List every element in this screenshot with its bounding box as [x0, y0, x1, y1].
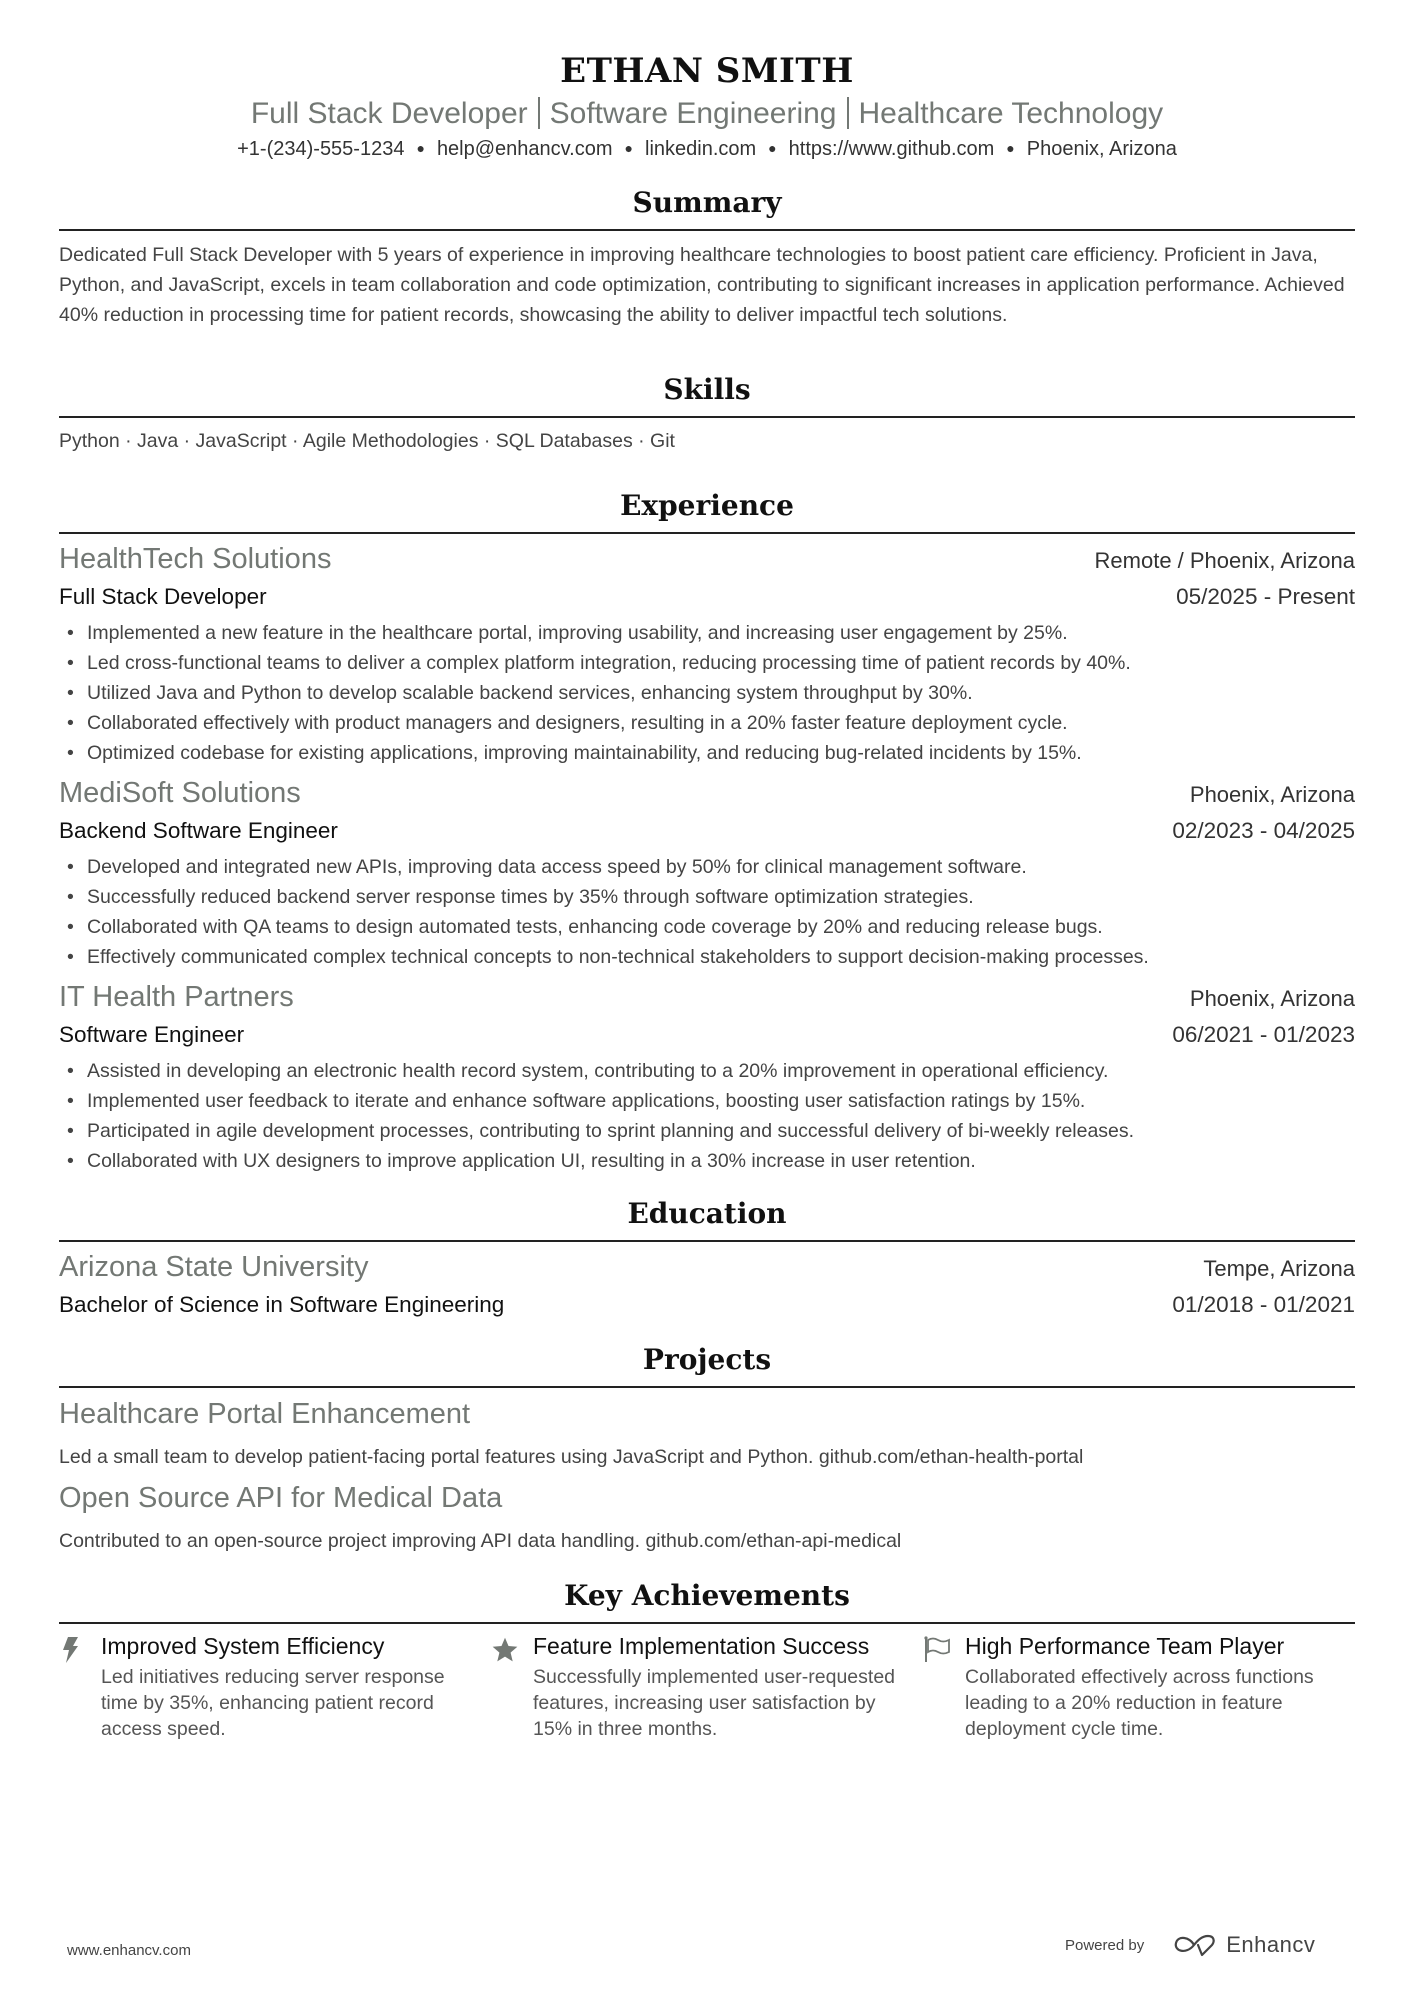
footer-branding — [1065, 1932, 1315, 1958]
project-description: Led a small team to develop patient-facing portal features using JavaScript and Python. github.com/ethan-health-portal — [59, 1446, 1084, 1468]
section-heading-skills: Skills — [59, 370, 1355, 418]
bullet-separator: ● — [1006, 140, 1015, 156]
project-entry — [59, 1394, 1355, 1472]
achievement-card — [59, 1632, 491, 1742]
section-heading-summary: Summary — [59, 183, 1355, 231]
school-name: Arizona State University — [59, 1251, 369, 1283]
section-heading-key-achievements: Key Achievements — [59, 1576, 1355, 1624]
achievement-title: Improved System Efficiency — [101, 1633, 385, 1659]
job-dates: 06/2021 - 01/2023 — [1172, 1022, 1355, 1047]
bullet-item: • Implemented user feedback to iterate and enhance software applications, boosting user satisfaction ratings by 15%. — [59, 1086, 1355, 1116]
star-icon — [491, 1632, 533, 1742]
job-title: Backend Software Engineer — [59, 818, 338, 843]
bullet-item: • Optimized codebase for existing applications, improving maintainability, and reducing bug-related incidents by 15%. — [59, 738, 1355, 768]
headline — [59, 94, 1355, 134]
bullet-item: • Collaborated effectively with product managers and designers, resulting in a 20% faster feature deployment cycle. — [59, 708, 1355, 738]
job-title: Full Stack Developer — [59, 584, 267, 609]
job-location: Remote / Phoenix, Arizona — [1094, 548, 1355, 573]
achievement-bullets — [59, 618, 1355, 768]
bullet-item: • Collaborated with QA teams to design automated tests, enhancing code coverage by 20% and reducing release bugs. — [59, 912, 1355, 942]
section-heading-education: Education — [59, 1194, 1355, 1242]
project-entry — [59, 1478, 1355, 1556]
linkedin-link[interactable]: linkedin.com — [645, 138, 757, 160]
lightning-bolt-icon — [59, 1632, 101, 1742]
section-heading-experience: Experience — [59, 486, 1355, 534]
headline-separator — [538, 97, 540, 129]
education-entry — [59, 1248, 1355, 1322]
enhancv-logo-icon — [1172, 1933, 1218, 1957]
degree: Bachelor of Science in Software Engineering — [59, 1292, 505, 1317]
bullet-separator: ● — [624, 140, 633, 156]
bullet-separator: ● — [416, 140, 425, 156]
achievement-description: Collaborated effectively across functions leading to a 20% reduction in feature deployment cycle time. — [965, 1666, 1314, 1740]
education-dates: 01/2018 - 01/2021 — [1172, 1292, 1355, 1317]
project-title: Open Source API for Medical Data — [59, 1482, 503, 1514]
bullet-item: • Effectively communicated complex technical concepts to non-technical stakeholders to support decision-making processes. — [59, 942, 1355, 972]
achievement-description: Successfully implemented user-requested features, increasing user satisfaction by 15% in three months. — [533, 1666, 896, 1740]
contact-info — [59, 134, 1355, 163]
project-description: Contributed to an open-source project improving API data handling. github.com/ethan-api-medical — [59, 1530, 902, 1552]
job-dates: 02/2023 - 04/2025 — [1172, 818, 1355, 843]
github-link[interactable]: https://www.github.com — [788, 138, 995, 160]
resume-header — [59, 0, 1355, 163]
achievement-description: Led initiatives reducing server response time by 35%, enhancing patient record access speed. — [101, 1666, 445, 1740]
powered-by-label: Powered by — [1065, 1936, 1145, 1954]
job-location: Phoenix, Arizona — [1189, 782, 1355, 807]
experience-entry — [59, 540, 1355, 768]
brand-name: Enhancv — [1226, 1932, 1316, 1957]
company-name: MediSoft Solutions — [59, 777, 301, 809]
experience-entry — [59, 774, 1355, 972]
achievement-title: High Performance Team Player — [965, 1633, 1285, 1659]
company-name: IT Health Partners — [59, 981, 294, 1013]
bullet-item: • Successfully reduced backend server response times by 35% through software optimization strategies. — [59, 882, 1355, 912]
company-name: HealthTech Solutions — [59, 543, 332, 575]
bullet-item: • Participated in agile development processes, contributing to sprint planning and successful delivery of bi-weekly releases. — [59, 1116, 1355, 1146]
headline-item: Healthcare Technology — [858, 97, 1164, 130]
resume-page — [59, 0, 1355, 1742]
achievement-bullets — [59, 1056, 1355, 1176]
achievement-card — [491, 1632, 923, 1742]
phone: +1-(234)-555-1234 — [237, 138, 405, 160]
headline-item: Software Engineering — [549, 97, 837, 130]
enhancv-logo[interactable] — [1172, 1932, 1315, 1958]
bullet-item: • Collaborated with UX designers to improve application UI, resulting in a 30% increase in user retention. — [59, 1146, 1355, 1176]
project-title: Healthcare Portal Enhancement — [59, 1398, 471, 1430]
skills-list: Python · Java · JavaScript · Agile Methodologies · SQL Databases · Git — [59, 430, 675, 452]
bullet-item: • Utilized Java and Python to develop scalable backend services, enhancing system throughput by 30%. — [59, 678, 1355, 708]
summary-text: Dedicated Full Stack Developer with 5 years of experience in improving healthcare technologies to boost patient care efficiency. Proficient in Java, Python, and JavaScript, excels in team collaboration and code optimization, contributing to significant increases in application performance. Achieved 40% reduction in processing time for patient records, showcasing the ability to deliver impactful tech solutions. — [59, 244, 1345, 326]
headline-item: Full Stack Developer — [250, 97, 528, 130]
bullet-item: • Led cross-functional teams to deliver a complex platform integration, reducing processing time of patient records by 40%. — [59, 648, 1355, 678]
bullet-item: • Developed and integrated new APIs, improving data access speed by 50% for clinical management software. — [59, 852, 1355, 882]
bullet-item: • Assisted in developing an electronic health record system, contributing to a 20% improvement in operational efficiency. — [59, 1056, 1355, 1086]
candidate-name: ETHAN SMITH — [560, 51, 854, 91]
job-title: Software Engineer — [59, 1022, 245, 1047]
job-location: Phoenix, Arizona — [1189, 986, 1355, 1011]
headline-separator — [847, 97, 849, 129]
achievement-title: Feature Implementation Success — [533, 1633, 870, 1659]
email-link[interactable]: help@enhancv.com — [436, 138, 613, 160]
experience-entry — [59, 978, 1355, 1176]
location: Phoenix, Arizona — [1026, 138, 1177, 160]
bullet-separator: ● — [768, 140, 777, 156]
section-heading-projects: Projects — [59, 1340, 1355, 1388]
achievement-bullets — [59, 852, 1355, 972]
achievement-card — [923, 1632, 1355, 1742]
job-dates: 05/2025 - Present — [1176, 584, 1355, 609]
achievements-grid — [59, 1632, 1355, 1742]
bullet-item: • Implemented a new feature in the healthcare portal, improving usability, and increasing user engagement by 25%. — [59, 618, 1355, 648]
school-location: Tempe, Arizona — [1203, 1256, 1355, 1281]
footer-website-link[interactable]: www.enhancv.com — [67, 1942, 191, 1959]
flag-icon — [923, 1632, 965, 1742]
